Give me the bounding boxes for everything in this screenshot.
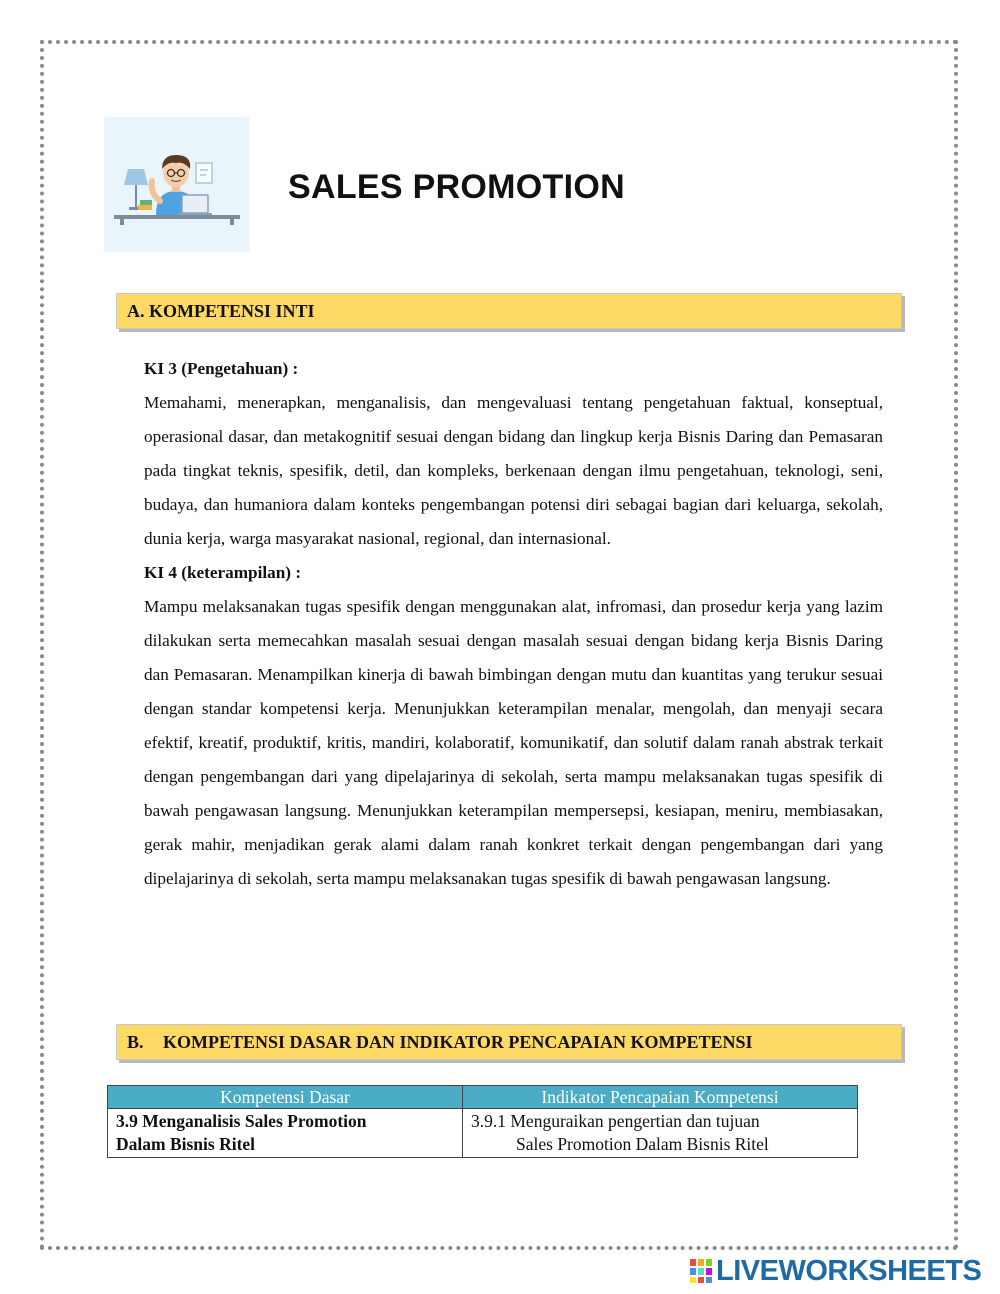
person-at-desk-illustration — [104, 117, 249, 252]
ki3-title: KI 3 (Pengetahuan) : — [144, 359, 299, 378]
kompetensi-inti-content — [144, 352, 883, 896]
kd-line-2: Dalam Bisnis Ritel — [116, 1134, 256, 1154]
liveworksheets-logo-icon — [690, 1259, 712, 1283]
table-header-row — [108, 1086, 858, 1109]
section-a-heading: A. KOMPETENSI INTI — [116, 293, 902, 329]
table-row — [108, 1109, 858, 1158]
liveworksheets-watermark — [690, 1255, 981, 1287]
watermark-text: LIVEWORKSHEETS — [716, 1254, 982, 1287]
indicator-cell — [463, 1109, 858, 1158]
section-b-title: KOMPETENSI DASAR DAN INDIKATOR PENCAPAIAN KOMPETENSI — [163, 1032, 753, 1052]
section-b-heading — [116, 1024, 902, 1060]
kd-line-1: 3.9 Menganalisis Sales Promotion — [116, 1111, 367, 1131]
ki4-title: KI 4 (keterampilan) : — [144, 563, 302, 582]
indicator-line-1: 3.9.1 Menguraikan pengertian dan tujuan — [471, 1111, 760, 1131]
table-header-indikator: Indikator Pencapaian Kompetensi — [463, 1086, 858, 1109]
section-b-letter: B. — [127, 1032, 144, 1052]
ki3-paragraph: Memahami, menerapkan, menganalisis, dan mengevaluasi tentang pengetahuan faktual, konseptual, operasional dasar, dan metakognitif sesuai dengan bidang dan lingkup kerja Bisnis Daring dan Pemasaran pada tingkat teknis, spesifik, detil, dan kompleks, berkenaan dengan ilmu pengetahuan, teknologi, seni, budaya, dan humaniora dalam konteks pengembangan potensi diri sebagai bagian dari keluarga, sekolah, dunia kerja, warga masyarakat nasional, regional, dan internasional. — [144, 393, 883, 548]
document-title: SALES PROMOTION — [288, 168, 625, 206]
competency-table — [107, 1085, 858, 1158]
person-at-desk-icon — [104, 117, 249, 252]
ki4-paragraph: Mampu melaksanakan tugas spesifik dengan menggunakan alat, infromasi, dan prosedur kerja yang lazim dilakukan serta memecahkan masalah sesuai dengan masalah sesuai dengan bidang kerja Bisnis Daring dan Pemasaran. Menampilkan kinerja di bawah bimbingan dengan mutu dan kuantitas yang terukur sesuai dengan standar kompetensi kerja. Menunjukkan keterampilan menalar, mengolah, dan menyaji secara efektif, kreatif, produktif, kritis, mandiri, kolaboratif, komunikatif, dan solutif dalam ranah abstrak terkait dengan pengembangan dari yang dipelajarinya di sekolah, serta mampu melaksanakan tugas spesifik di bawah pengawasan langsung. Menunjukkan keterampilan mempersepsi, kesiapan, meniru, membiasakan, gerak mahir, menjadikan gerak alami dalam ranah konkret terkait dengan pengembangan dari yang dipelajarinya di sekolah, serta mampu melaksanakan tugas spesifik di bawah pengawasan langsung. — [144, 597, 883, 888]
indicator-line-2: Sales Promotion Dalam Bisnis Ritel — [516, 1134, 769, 1154]
kd-cell — [108, 1109, 463, 1158]
table-header-kompetensi-dasar: Kompetensi Dasar — [108, 1086, 463, 1109]
